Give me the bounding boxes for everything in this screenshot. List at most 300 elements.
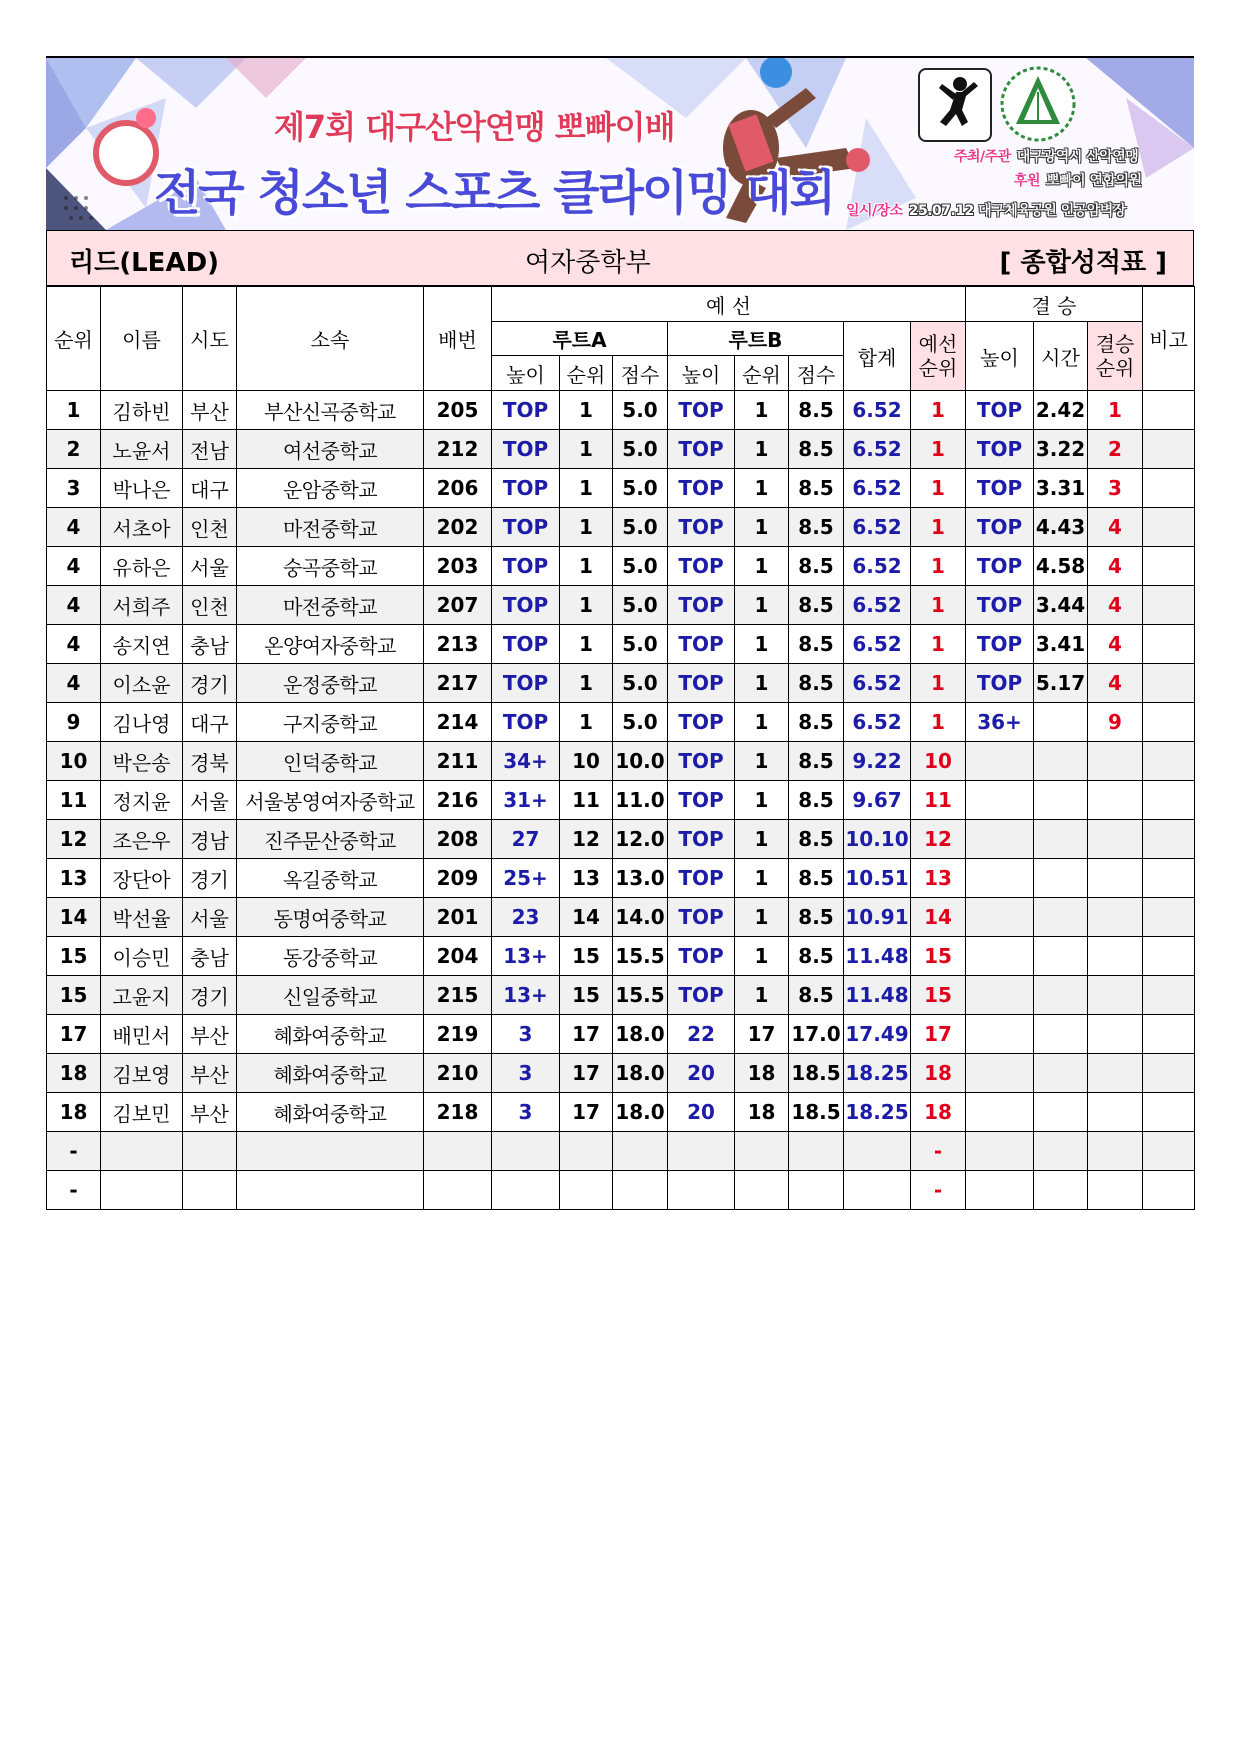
bib-cell: 216 bbox=[424, 781, 492, 820]
final-rank-cell bbox=[1088, 859, 1143, 898]
final-rank-cell bbox=[1088, 937, 1143, 976]
route-b-height-cell: TOP bbox=[668, 508, 735, 547]
qual-rank-cell: 1 bbox=[911, 508, 966, 547]
total-cell: 18.25 bbox=[844, 1054, 911, 1093]
qual-rank-cell: 1 bbox=[911, 430, 966, 469]
route-b-height-cell: TOP bbox=[668, 586, 735, 625]
final-time-cell bbox=[1034, 703, 1088, 742]
sponsor-value: 뽀빠이 연합의원 bbox=[1046, 173, 1142, 189]
final-rank-cell bbox=[1088, 781, 1143, 820]
header-affiliation: 소속 bbox=[237, 287, 424, 391]
affiliation-cell: 부산신곡중학교 bbox=[237, 391, 424, 430]
total-cell: 11.48 bbox=[844, 976, 911, 1015]
route-b-height-cell: TOP bbox=[668, 547, 735, 586]
qual-rank-cell: 1 bbox=[911, 547, 966, 586]
route-b-height-cell: TOP bbox=[668, 781, 735, 820]
affiliation-cell bbox=[237, 1132, 424, 1171]
region-cell: 대구 bbox=[183, 703, 237, 742]
note-cell bbox=[1143, 1054, 1195, 1093]
sheet-type-label: [ 종합성적표 ] bbox=[999, 248, 1167, 278]
affiliation-cell: 숭곡중학교 bbox=[237, 547, 424, 586]
header-rank: 순위 bbox=[47, 287, 101, 391]
final-time-cell: 4.43 bbox=[1034, 508, 1088, 547]
route-a-height-cell bbox=[492, 1132, 560, 1171]
route-a-score-cell: 13.0 bbox=[613, 859, 668, 898]
region-cell: 경기 bbox=[183, 976, 237, 1015]
route-a-score-cell: 15.5 bbox=[613, 937, 668, 976]
route-b-rank-cell: 1 bbox=[735, 898, 789, 937]
route-a-height-cell bbox=[492, 1171, 560, 1210]
route-b-height-cell bbox=[668, 1171, 735, 1210]
route-b-rank-cell: 1 bbox=[735, 820, 789, 859]
route-b-rank-cell: 1 bbox=[735, 430, 789, 469]
route-a-rank-cell: 17 bbox=[560, 1015, 613, 1054]
region-cell: 인천 bbox=[183, 586, 237, 625]
table-row bbox=[47, 703, 1195, 742]
bib-cell bbox=[424, 1171, 492, 1210]
table-row bbox=[47, 859, 1195, 898]
route-a-score-cell: 5.0 bbox=[613, 469, 668, 508]
route-a-score-cell: 5.0 bbox=[613, 664, 668, 703]
route-b-height-cell: TOP bbox=[668, 664, 735, 703]
rank-cell: 4 bbox=[47, 664, 101, 703]
total-cell: 6.52 bbox=[844, 664, 911, 703]
region-cell: 인천 bbox=[183, 508, 237, 547]
rank-cell: 4 bbox=[47, 508, 101, 547]
affiliation-cell bbox=[237, 1171, 424, 1210]
final-rank-cell: 4 bbox=[1088, 508, 1143, 547]
route-a-score-cell: 5.0 bbox=[613, 508, 668, 547]
total-cell: 6.52 bbox=[844, 430, 911, 469]
bib-cell: 206 bbox=[424, 469, 492, 508]
route-b-rank-cell: 1 bbox=[735, 508, 789, 547]
final-time-cell bbox=[1034, 898, 1088, 937]
host-line bbox=[954, 146, 1138, 166]
rank-cell: - bbox=[47, 1132, 101, 1171]
sponsor-line bbox=[1014, 170, 1142, 190]
bib-cell: 215 bbox=[424, 976, 492, 1015]
total-cell: 6.52 bbox=[844, 469, 911, 508]
final-height-cell bbox=[966, 820, 1034, 859]
total-cell: 6.52 bbox=[844, 508, 911, 547]
route-b-rank-cell: 1 bbox=[735, 664, 789, 703]
name-cell: 고윤지 bbox=[101, 976, 183, 1015]
route-a-rank-cell: 1 bbox=[560, 469, 613, 508]
final-time-cell: 3.31 bbox=[1034, 469, 1088, 508]
note-cell bbox=[1143, 430, 1195, 469]
final-height-cell: TOP bbox=[966, 625, 1034, 664]
route-a-rank-cell: 1 bbox=[560, 586, 613, 625]
total-cell: 6.52 bbox=[844, 547, 911, 586]
route-a-rank-cell: 14 bbox=[560, 898, 613, 937]
rank-cell: 4 bbox=[47, 586, 101, 625]
route-b-score-cell bbox=[789, 1171, 844, 1210]
table-row bbox=[47, 1015, 1195, 1054]
affiliation-cell: 마전중학교 bbox=[237, 508, 424, 547]
name-cell: 박나은 bbox=[101, 469, 183, 508]
bib-cell: 217 bbox=[424, 664, 492, 703]
route-b-height-cell: TOP bbox=[668, 937, 735, 976]
route-b-height-cell: TOP bbox=[668, 703, 735, 742]
final-rank-cell: 4 bbox=[1088, 625, 1143, 664]
region-cell: 부산 bbox=[183, 1093, 237, 1132]
route-b-score-cell: 8.5 bbox=[789, 937, 844, 976]
qual-rank-cell: 1 bbox=[911, 703, 966, 742]
qual-rank-cell: 18 bbox=[911, 1093, 966, 1132]
final-height-cell bbox=[966, 898, 1034, 937]
note-cell bbox=[1143, 1015, 1195, 1054]
final-time-cell bbox=[1034, 1093, 1088, 1132]
route-b-score-cell: 17.0 bbox=[789, 1015, 844, 1054]
route-a-rank-cell: 12 bbox=[560, 820, 613, 859]
affiliation-cell: 구지중학교 bbox=[237, 703, 424, 742]
route-a-height-cell: TOP bbox=[492, 391, 560, 430]
table-row bbox=[47, 937, 1195, 976]
rank-cell: 11 bbox=[47, 781, 101, 820]
route-a-score-cell: 18.0 bbox=[613, 1054, 668, 1093]
route-b-height-cell: TOP bbox=[668, 391, 735, 430]
bib-cell: 213 bbox=[424, 625, 492, 664]
route-a-score-cell bbox=[613, 1171, 668, 1210]
rank-cell: 4 bbox=[47, 547, 101, 586]
table-row bbox=[47, 742, 1195, 781]
bib-cell: 204 bbox=[424, 937, 492, 976]
name-cell: 유하은 bbox=[101, 547, 183, 586]
total-cell: 9.22 bbox=[844, 742, 911, 781]
route-a-height-cell: 13+ bbox=[492, 976, 560, 1015]
total-cell: 10.51 bbox=[844, 859, 911, 898]
final-height-cell: TOP bbox=[966, 430, 1034, 469]
route-a-height-cell: 3 bbox=[492, 1093, 560, 1132]
rank-cell: 14 bbox=[47, 898, 101, 937]
section-header bbox=[46, 230, 1194, 286]
route-b-rank-cell: 1 bbox=[735, 781, 789, 820]
qual-rank-cell: 1 bbox=[911, 625, 966, 664]
route-a-score-cell: 14.0 bbox=[613, 898, 668, 937]
bib-cell: 211 bbox=[424, 742, 492, 781]
note-cell bbox=[1143, 1093, 1195, 1132]
route-b-rank-cell: 1 bbox=[735, 742, 789, 781]
final-rank-cell bbox=[1088, 1132, 1143, 1171]
host-value: 대구광역시 산악연맹 bbox=[1016, 149, 1139, 165]
bib-cell: 219 bbox=[424, 1015, 492, 1054]
final-rank-cell: 4 bbox=[1088, 547, 1143, 586]
note-cell bbox=[1143, 1132, 1195, 1171]
final-rank-cell: 9 bbox=[1088, 703, 1143, 742]
route-b-height-cell: TOP bbox=[668, 976, 735, 1015]
date-line bbox=[846, 200, 1126, 220]
final-height-cell bbox=[966, 1015, 1034, 1054]
final-time-cell bbox=[1034, 1171, 1088, 1210]
rank-cell: 15 bbox=[47, 976, 101, 1015]
final-height-cell bbox=[966, 742, 1034, 781]
bib-cell: 205 bbox=[424, 391, 492, 430]
route-a-score-cell: 5.0 bbox=[613, 547, 668, 586]
header-route-a-score: 점수 bbox=[613, 356, 668, 391]
climbing-logo-icon bbox=[918, 68, 992, 142]
region-cell: 경북 bbox=[183, 742, 237, 781]
qual-rank-cell: 15 bbox=[911, 976, 966, 1015]
name-cell: 김보민 bbox=[101, 1093, 183, 1132]
route-a-score-cell: 11.0 bbox=[613, 781, 668, 820]
final-rank-cell bbox=[1088, 976, 1143, 1015]
note-cell bbox=[1143, 781, 1195, 820]
qual-rank-cell: 11 bbox=[911, 781, 966, 820]
note-cell bbox=[1143, 898, 1195, 937]
route-b-height-cell bbox=[668, 1132, 735, 1171]
region-cell: 대구 bbox=[183, 469, 237, 508]
final-height-cell: TOP bbox=[966, 586, 1034, 625]
bib-cell: 218 bbox=[424, 1093, 492, 1132]
header-bib: 배번 bbox=[424, 287, 492, 391]
route-b-score-cell: 8.5 bbox=[789, 625, 844, 664]
total-cell: 6.52 bbox=[844, 586, 911, 625]
qual-rank-cell: 15 bbox=[911, 937, 966, 976]
route-a-score-cell: 5.0 bbox=[613, 430, 668, 469]
affiliation-cell: 옥길중학교 bbox=[237, 859, 424, 898]
route-a-score-cell: 5.0 bbox=[613, 391, 668, 430]
route-a-height-cell: 25+ bbox=[492, 859, 560, 898]
affiliation-cell: 혜화여중학교 bbox=[237, 1015, 424, 1054]
route-b-rank-cell: 17 bbox=[735, 1015, 789, 1054]
note-cell bbox=[1143, 508, 1195, 547]
region-cell: 서울 bbox=[183, 898, 237, 937]
final-height-cell bbox=[966, 1132, 1034, 1171]
final-rank-cell: 4 bbox=[1088, 664, 1143, 703]
route-b-height-cell: TOP bbox=[668, 430, 735, 469]
bib-cell: 214 bbox=[424, 703, 492, 742]
rank-cell: 18 bbox=[47, 1054, 101, 1093]
final-time-cell bbox=[1034, 937, 1088, 976]
route-a-height-cell: TOP bbox=[492, 625, 560, 664]
table-row bbox=[47, 547, 1195, 586]
final-rank-cell bbox=[1088, 1054, 1143, 1093]
route-b-score-cell: 8.5 bbox=[789, 742, 844, 781]
note-cell bbox=[1143, 664, 1195, 703]
route-a-height-cell: 31+ bbox=[492, 781, 560, 820]
final-height-cell: 36+ bbox=[966, 703, 1034, 742]
route-a-height-cell: TOP bbox=[492, 586, 560, 625]
affiliation-cell: 신일중학교 bbox=[237, 976, 424, 1015]
name-cell: 박선율 bbox=[101, 898, 183, 937]
route-a-rank-cell: 13 bbox=[560, 859, 613, 898]
final-time-cell: 3.44 bbox=[1034, 586, 1088, 625]
header-route-b: 루트B bbox=[668, 322, 844, 356]
total-cell: 10.10 bbox=[844, 820, 911, 859]
name-cell: 송지연 bbox=[101, 625, 183, 664]
table-row bbox=[47, 1054, 1195, 1093]
note-cell bbox=[1143, 469, 1195, 508]
note-cell bbox=[1143, 547, 1195, 586]
rank-cell: 9 bbox=[47, 703, 101, 742]
qual-rank-cell: 13 bbox=[911, 859, 966, 898]
bib-cell: 202 bbox=[424, 508, 492, 547]
final-time-cell bbox=[1034, 781, 1088, 820]
kf-federation-logo-icon bbox=[998, 64, 1078, 144]
bib-cell: 207 bbox=[424, 586, 492, 625]
rank-cell: 13 bbox=[47, 859, 101, 898]
rank-cell: 12 bbox=[47, 820, 101, 859]
region-cell bbox=[183, 1132, 237, 1171]
table-row bbox=[47, 469, 1195, 508]
route-a-rank-cell: 1 bbox=[560, 703, 613, 742]
route-a-rank-cell: 1 bbox=[560, 430, 613, 469]
qual-rank-cell: 14 bbox=[911, 898, 966, 937]
region-cell: 부산 bbox=[183, 1054, 237, 1093]
route-b-rank-cell: 18 bbox=[735, 1093, 789, 1132]
affiliation-cell: 진주문산중학교 bbox=[237, 820, 424, 859]
total-cell: 6.52 bbox=[844, 391, 911, 430]
rank-cell: 3 bbox=[47, 469, 101, 508]
route-b-height-cell: 20 bbox=[668, 1054, 735, 1093]
route-a-height-cell: 34+ bbox=[492, 742, 560, 781]
route-b-rank-cell: 1 bbox=[735, 859, 789, 898]
table-row bbox=[47, 586, 1195, 625]
table-row bbox=[47, 1171, 1195, 1210]
route-b-rank-cell: 1 bbox=[735, 469, 789, 508]
route-b-height-cell: 20 bbox=[668, 1093, 735, 1132]
qual-rank-cell: 17 bbox=[911, 1015, 966, 1054]
final-time-cell bbox=[1034, 859, 1088, 898]
qual-rank-cell: 18 bbox=[911, 1054, 966, 1093]
name-cell: 서초아 bbox=[101, 508, 183, 547]
header-qualification: 예 선 bbox=[492, 287, 966, 322]
route-a-rank-cell: 1 bbox=[560, 625, 613, 664]
route-a-height-cell: 3 bbox=[492, 1054, 560, 1093]
header-qual-rank: 예선 순위 bbox=[911, 322, 966, 391]
total-cell: 6.52 bbox=[844, 625, 911, 664]
route-a-height-cell: 23 bbox=[492, 898, 560, 937]
route-b-height-cell: TOP bbox=[668, 898, 735, 937]
header-route-a-height: 높이 bbox=[492, 356, 560, 391]
affiliation-cell: 서울봉영여자중학교 bbox=[237, 781, 424, 820]
final-height-cell bbox=[966, 781, 1034, 820]
region-cell: 경기 bbox=[183, 664, 237, 703]
route-b-rank-cell: 18 bbox=[735, 1054, 789, 1093]
qual-rank-cell: 1 bbox=[911, 586, 966, 625]
qual-rank-cell: 1 bbox=[911, 469, 966, 508]
name-cell: 김보영 bbox=[101, 1054, 183, 1093]
rank-cell: 1 bbox=[47, 391, 101, 430]
table-row bbox=[47, 430, 1195, 469]
note-cell bbox=[1143, 391, 1195, 430]
route-b-score-cell: 8.5 bbox=[789, 976, 844, 1015]
affiliation-cell: 혜화여중학교 bbox=[237, 1093, 424, 1132]
qual-rank-cell: 10 bbox=[911, 742, 966, 781]
bib-cell: 208 bbox=[424, 820, 492, 859]
route-b-rank-cell: 1 bbox=[735, 976, 789, 1015]
region-cell bbox=[183, 1171, 237, 1210]
qual-rank-cell: - bbox=[911, 1171, 966, 1210]
final-rank-cell bbox=[1088, 742, 1143, 781]
results-table bbox=[46, 286, 1195, 1210]
final-rank-cell: 4 bbox=[1088, 586, 1143, 625]
final-time-cell bbox=[1034, 1132, 1088, 1171]
name-cell: 정지윤 bbox=[101, 781, 183, 820]
final-time-cell: 2.42 bbox=[1034, 391, 1088, 430]
affiliation-cell: 마전중학교 bbox=[237, 586, 424, 625]
route-b-score-cell: 8.5 bbox=[789, 586, 844, 625]
route-a-score-cell: 5.0 bbox=[613, 586, 668, 625]
route-a-rank-cell bbox=[560, 1132, 613, 1171]
route-b-score-cell: 18.5 bbox=[789, 1054, 844, 1093]
route-b-score-cell: 8.5 bbox=[789, 898, 844, 937]
route-a-rank-cell: 1 bbox=[560, 664, 613, 703]
route-a-score-cell bbox=[613, 1132, 668, 1171]
route-b-score-cell: 18.5 bbox=[789, 1093, 844, 1132]
route-b-rank-cell: 1 bbox=[735, 586, 789, 625]
rank-cell: 10 bbox=[47, 742, 101, 781]
final-rank-cell: 1 bbox=[1088, 391, 1143, 430]
bib-cell: 210 bbox=[424, 1054, 492, 1093]
final-time-cell bbox=[1034, 1015, 1088, 1054]
route-a-score-cell: 18.0 bbox=[613, 1015, 668, 1054]
route-b-rank-cell bbox=[735, 1171, 789, 1210]
total-cell: 11.48 bbox=[844, 937, 911, 976]
final-time-cell: 3.22 bbox=[1034, 430, 1088, 469]
table-row bbox=[47, 898, 1195, 937]
bib-cell: 201 bbox=[424, 898, 492, 937]
region-cell: 전남 bbox=[183, 430, 237, 469]
name-cell bbox=[101, 1171, 183, 1210]
header-route-b-score: 점수 bbox=[789, 356, 844, 391]
bib-cell bbox=[424, 1132, 492, 1171]
region-cell: 경기 bbox=[183, 859, 237, 898]
note-cell bbox=[1143, 859, 1195, 898]
final-rank-cell: 3 bbox=[1088, 469, 1143, 508]
route-b-score-cell: 8.5 bbox=[789, 430, 844, 469]
route-a-height-cell: TOP bbox=[492, 664, 560, 703]
final-height-cell bbox=[966, 1171, 1034, 1210]
name-cell: 조은우 bbox=[101, 820, 183, 859]
date-label: 일시/장소 bbox=[846, 203, 903, 219]
final-rank-cell bbox=[1088, 1171, 1143, 1210]
route-a-rank-cell: 11 bbox=[560, 781, 613, 820]
route-b-score-cell: 8.5 bbox=[789, 547, 844, 586]
region-cell: 부산 bbox=[183, 1015, 237, 1054]
route-b-score-cell: 8.5 bbox=[789, 781, 844, 820]
route-a-rank-cell: 1 bbox=[560, 508, 613, 547]
header-name: 이름 bbox=[101, 287, 183, 391]
banner-title-line2: 전국 청소년 스포츠 클라이밍 대회 bbox=[154, 165, 834, 221]
results-body bbox=[47, 391, 1195, 1210]
route-a-score-cell: 10.0 bbox=[613, 742, 668, 781]
note-cell bbox=[1143, 586, 1195, 625]
header-total: 합계 bbox=[844, 322, 911, 391]
route-a-height-cell: 13+ bbox=[492, 937, 560, 976]
header-route-a: 루트A bbox=[492, 322, 668, 356]
final-time-cell bbox=[1034, 742, 1088, 781]
final-time-cell bbox=[1034, 1054, 1088, 1093]
region-cell: 경남 bbox=[183, 820, 237, 859]
header-final-height: 높이 bbox=[966, 322, 1034, 391]
route-b-rank-cell: 1 bbox=[735, 391, 789, 430]
route-a-rank-cell: 17 bbox=[560, 1093, 613, 1132]
rank-cell: 17 bbox=[47, 1015, 101, 1054]
route-a-height-cell: TOP bbox=[492, 430, 560, 469]
route-b-score-cell: 8.5 bbox=[789, 664, 844, 703]
affiliation-cell: 운암중학교 bbox=[237, 469, 424, 508]
route-b-score-cell: 8.5 bbox=[789, 820, 844, 859]
final-rank-cell bbox=[1088, 1015, 1143, 1054]
route-a-score-cell: 5.0 bbox=[613, 625, 668, 664]
table-row bbox=[47, 625, 1195, 664]
name-cell: 장단아 bbox=[101, 859, 183, 898]
region-cell: 충남 bbox=[183, 625, 237, 664]
route-a-rank-cell: 15 bbox=[560, 976, 613, 1015]
route-a-score-cell: 18.0 bbox=[613, 1093, 668, 1132]
final-height-cell bbox=[966, 1093, 1034, 1132]
